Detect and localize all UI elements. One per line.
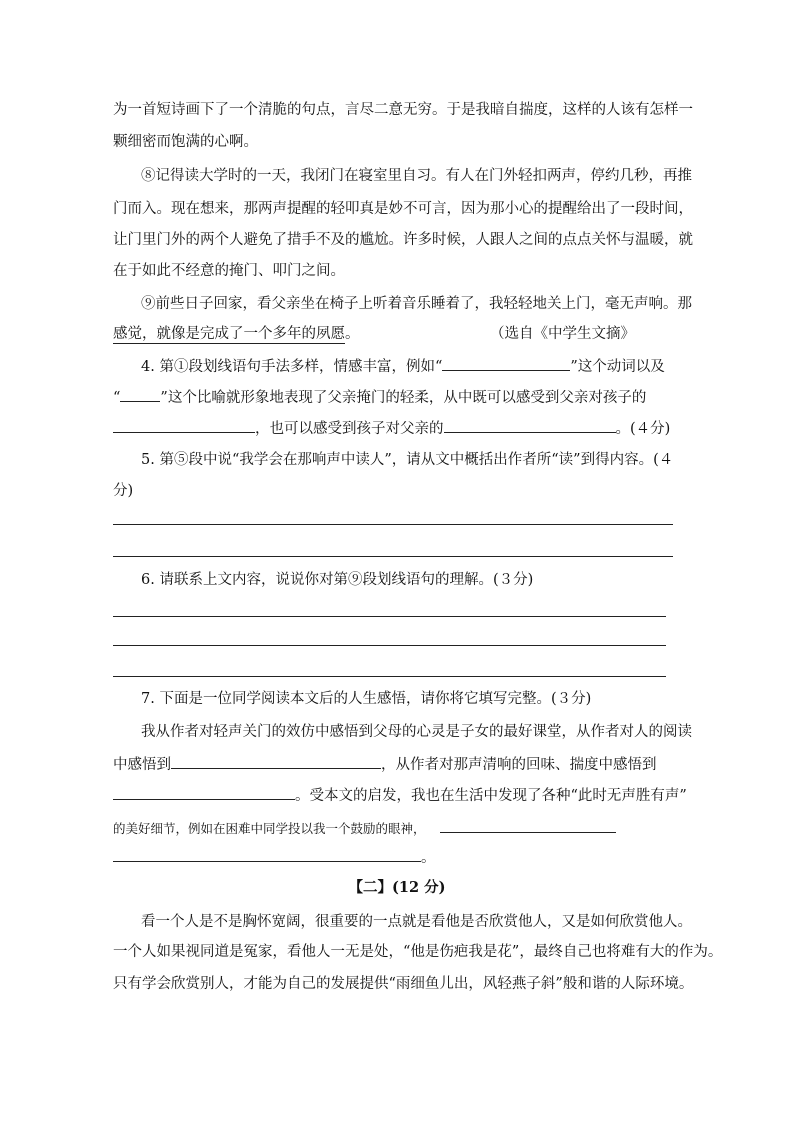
question-7-line: 我从作者对轻声关门的效仿中感悟到父母的心灵是子女的最好课堂，从作者对人的阅读 — [141, 724, 692, 740]
question-4-line — [113, 417, 670, 437]
q4-text: ”这个动词以及 — [570, 359, 665, 375]
q7-text: 中感悟到 — [113, 757, 171, 773]
paragraph-8-line: 让门里门外的两个人避免了措手不及的尴尬。许多时候，人跟人之间的点点关怀与温暖，就 — [113, 232, 693, 248]
underlined-sentence: 感觉，就像是完成了一个多年的夙愿 — [113, 326, 345, 342]
q4-text: “ — [113, 390, 121, 406]
question-4-line — [113, 386, 646, 406]
answer-blank[interactable] — [440, 817, 616, 833]
q4-text: 4. 第①段划线语句手法多样，情感丰富，例如“ — [141, 359, 443, 375]
q4-text: ，也可以感受到孩子对父亲的 — [255, 421, 444, 437]
source-citation: （选自《中学生文摘》 — [490, 326, 635, 342]
question-4 — [141, 355, 665, 375]
section-2-line: 只有学会欣赏别人，才能为自己的发展提供“雨细鱼儿出，风轻燕子斜”般和谐的人际环境。 — [113, 976, 694, 992]
paragraph-8-line: 在于如此不经意的掩门、叩门之间。 — [113, 263, 345, 279]
paragraph-9-line — [113, 324, 360, 344]
q4-text: 。(４分) — [615, 421, 671, 437]
answer-blank[interactable] — [113, 846, 421, 862]
question-5: 5. 第⑤段中说“我学会在那响声中读人”，请从文中概括出作者所“读”到得内容。(４ — [141, 452, 674, 468]
question-7-line — [113, 846, 436, 866]
question-7: 7. 下面是一位同学阅读本文后的人生感悟，请你将它填写完整。(３分) — [141, 691, 592, 707]
answer-blank[interactable] — [171, 753, 381, 769]
passage-line: 颗细密而饱满的心啊。 — [113, 134, 258, 150]
answer-line[interactable] — [113, 616, 666, 617]
q7-text: 。 — [421, 850, 436, 866]
sentence-end: 。 — [345, 326, 360, 342]
paragraph-8-line: 门而入。现在想来，那两声提醒的轻叩真是妙不可言，因为那小心的提醒给出了一段时间， — [113, 201, 693, 217]
answer-blank[interactable] — [120, 386, 160, 402]
q7-text: 的美好细节，例如在困难中同学投以我一个鼓励的眼神， — [113, 821, 426, 836]
question-7-line — [113, 817, 616, 837]
answer-line[interactable] — [113, 556, 673, 557]
answer-blank[interactable] — [442, 355, 570, 371]
passage-line: 为一首短诗画下了一个清脆的句点，言尽二意无穷。于是我暗自揣度，这样的人该有怎样一 — [113, 102, 693, 118]
section-2-line: 一个人如果视同道是冤家，看他人一无是处，“他是伤疤我是花”，最终自己也将难有大的作为。 — [113, 944, 723, 960]
answer-line[interactable] — [113, 645, 666, 646]
section-heading: 【二】(12 分) — [348, 879, 446, 896]
answer-line[interactable] — [113, 676, 666, 677]
answer-line[interactable] — [113, 524, 673, 525]
question-6: 6. 请联系上文内容，说说你对第⑨段划线语句的理解。(３分) — [141, 572, 534, 588]
q4-text: ”这个比喻就形象地表现了父亲掩门的轻柔，从中既可以感受到父亲对孩子的 — [160, 390, 647, 406]
question-7-line — [113, 753, 657, 773]
answer-blank[interactable] — [444, 417, 616, 433]
question-7-line — [113, 784, 687, 804]
answer-blank[interactable] — [113, 417, 255, 433]
question-5-line: 分) — [113, 483, 134, 499]
q7-text: 。受本文的启发，我也在生活中发现了各种“此时无声胜有声” — [295, 788, 687, 804]
paragraph-9: ⑨前些日子回家，看父亲坐在椅子上听着音乐睡着了，我轻轻地关上门，毫无声响。那 — [141, 296, 692, 312]
q7-text: ，从作者对那声清响的回味、揣度中感悟到 — [381, 757, 657, 773]
paragraph-8: ⑧记得读大学时的一天，我闭门在寝室里自习。有人在门外轻扣两声，停约几秒，再推 — [141, 168, 692, 184]
section-2-paragraph: 看一个人是不是胸怀宽阔，很重要的一点就是看他是否欣赏他人，又是如何欣赏他人。 — [141, 914, 692, 930]
answer-blank[interactable] — [113, 784, 295, 800]
